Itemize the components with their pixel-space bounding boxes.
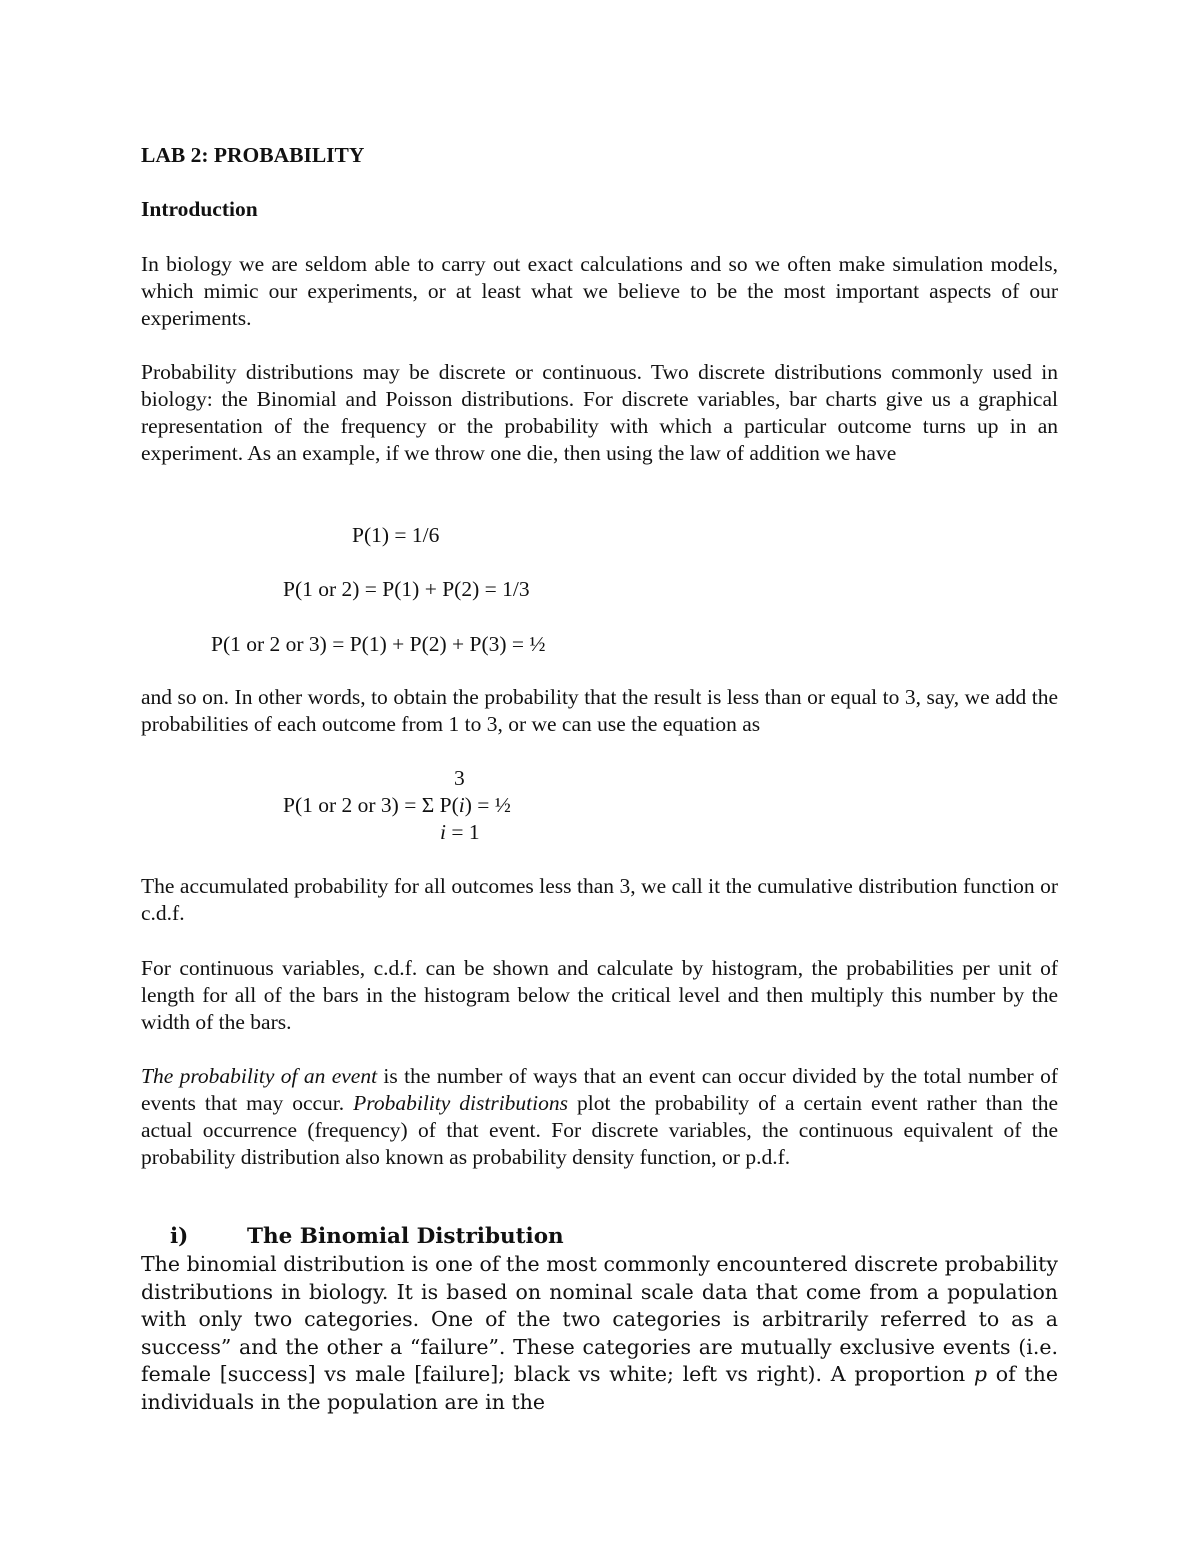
equation-p1-or-2-or-3: P(1 or 2 or 3) = P(1) + P(2) + P(3) = ½: [211, 632, 546, 656]
page-title: LAB 2: PROBABILITY: [141, 143, 365, 167]
paragraph-and-so-on: and so on. In other words, to obtain the probability that the result is less than or equal to 3, say, we add the probabilities of each outcome from 1 to 3, or we can use the equation as: [141, 685, 1058, 736]
paragraph-distributions: Probability distributions may be discrete or continuous. Two discrete distributions commonly used in biology: the Binomial and Poisson distributions. For discrete variables, bar charts give us a graphical representation of the frequency or the probability with which a particular outcome turns up in an experiment. As an example, if we throw one die, then using the law of addition we have: [141, 360, 1058, 465]
paragraph-continuous: For continuous variables, c.d.f. can be shown and calculate by histogram, the probabilities per unit of length for all of the bars in the histogram below the critical level and then multiply this number by the width of the bars.: [141, 956, 1058, 1034]
paragraph-simulation: In biology we are seldom able to carry out exact calculations and so we often make simulation models, which mimic our experiments, or at least what we believe to be the most important aspects of our experiments.: [141, 252, 1058, 330]
paragraph-binomial: The binomial distribution is one of the most commonly encountered discrete probability distributions in biology. It is based on nominal scale data that come from a population with only two categories. One of the two categories is arbitrarily referred to as a success” and the other a “failure”. These categories are mutually exclusive events (i.e. female [success] vs male [failure]; black vs white; left vs right). A proportion p of the individuals in the population are in the: [141, 1252, 1058, 1414]
summation-lower-limit: i = 1: [440, 820, 480, 844]
section-number: i): [170, 1224, 189, 1249]
summation-main: P(1 or 2 or 3) = Σ P(i) = ½: [283, 793, 511, 817]
section-title: The Binomial Distribution: [247, 1224, 564, 1249]
paragraph-probability-definition: The probability of an event is the number of ways that an event can occur divided by the total number of events that may occur. Probability distributions plot the probability of a certain event rather than the actual occurrence (frequency) of that event. For discrete variables, the continuous equivalent of the probability distribution also known as probability density function, or p.d.f.: [141, 1064, 1058, 1169]
equation-p1-or-2: P(1 or 2) = P(1) + P(2) = 1/3: [283, 577, 530, 601]
summation-upper-limit: 3: [454, 766, 465, 790]
equation-p1: P(1) = 1/6: [352, 523, 440, 547]
intro-heading: Introduction: [141, 197, 258, 221]
paragraph-cdf: The accumulated probability for all outcomes less than 3, we call it the cumulative distribution function or c.d.f.: [141, 874, 1058, 925]
